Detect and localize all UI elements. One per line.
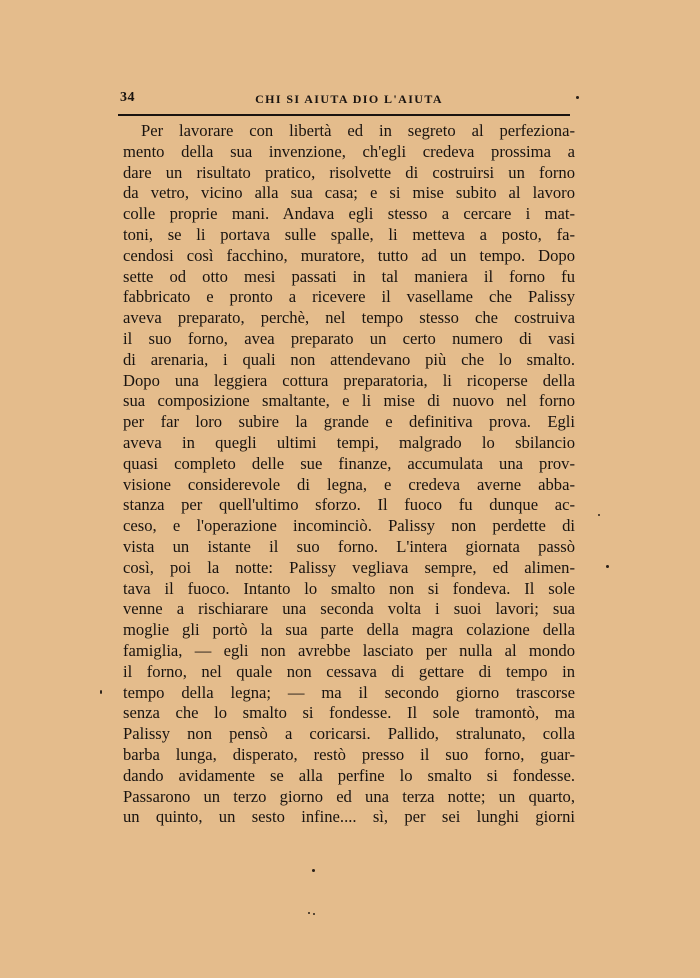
text-line: barba lunga, disperato, restò presso il suo forno, guar-: [123, 744, 575, 764]
text-line: così, poi la notte: Palissy vegliava sempre, ed alimen-: [123, 557, 575, 577]
text-line: ceso, e l'operazione incominciò. Palissy non perdette di: [123, 516, 575, 536]
text-line: Passarono un terzo giorno ed una terza notte; un quarto,: [123, 786, 575, 806]
text-line: dare un risultato pratico, risolvette di costruirsi un forno: [123, 162, 575, 182]
text-line: dando avidamente se alla perfine lo smalto si fondesse.: [123, 765, 575, 785]
scan-speck: [313, 913, 315, 915]
text-line: moglie gli portò la sua parte della magra colazione della: [123, 620, 575, 640]
text-line: il forno, nel quale non cessava di gettare di tempo in: [123, 661, 575, 681]
text-line: stanza per quell'ultimo sforzo. Il fuoco fu dunque ac-: [123, 495, 575, 515]
text-line: colle proprie mani. Andava egli stesso a cercare i mat-: [123, 204, 575, 224]
header-rule: [118, 114, 570, 116]
running-title: CHI SI AIUTA DIO L'AIUTA: [255, 92, 443, 106]
scan-speck: [312, 869, 315, 872]
text-line: aveva in quegli ultimi tempi, malgrado lo sbilancio: [123, 432, 575, 452]
scan-speck: [606, 565, 609, 568]
text-line: quasi completo delle sue finanze, accumulata una prov-: [123, 453, 575, 473]
text-line: tava il fuoco. Intanto lo smalto non si fondeva. Il sole: [123, 578, 575, 598]
text-line: tempo della legna; — ma il secondo giorno trascorse: [123, 682, 575, 702]
text-line: un quinto, un sesto infine.... sì, per sei lunghi giorni: [123, 807, 575, 827]
text-line: il suo forno, avea preparato un certo numero di vasi: [123, 328, 575, 348]
text-line: venne a rischiarare una seconda volta i suoi lavori; sua: [123, 599, 575, 619]
text-line: sua composizione smaltante, e li mise di nuovo nel forno: [123, 391, 575, 411]
text-line: sette od otto mesi passati in tal maniera il forno fu: [123, 266, 575, 286]
scan-speck: [308, 912, 310, 914]
text-line: famiglia, — egli non avrebbe lasciato per nulla al mondo: [123, 640, 575, 660]
page-header: [118, 88, 580, 112]
text-line: fabbricato e pronto a ricevere il vasellame che Palissy: [123, 287, 575, 307]
text-line: toni, se li portava sulle spalle, li metteva a posto, fa-: [123, 224, 575, 244]
scan-speck: [576, 96, 579, 99]
text-line: senza che lo smalto si fondesse. Il sole tramontò, ma: [123, 703, 575, 723]
text-line: mento della sua invenzione, ch'egli credeva prossima a: [123, 141, 575, 161]
text-line: Per lavorare con libertà ed in segreto al perfeziona-: [141, 121, 575, 140]
text-line: da vetro, vicino alla sua casa; e si mise subito al lavoro: [123, 183, 575, 203]
text-line: di arenaria, i quali non attendevano più che lo smalto.: [123, 349, 575, 369]
page-number: 34: [120, 90, 135, 105]
text-line: Palissy non pensò a coricarsi. Pallido, stralunato, colla: [123, 724, 575, 744]
text-line: vista un istante il suo forno. L'intera giornata passò: [123, 536, 575, 556]
body-text: [123, 121, 575, 828]
text-line: visione considerevole di legna, e credeva averne abba-: [123, 474, 575, 494]
text-line: cendosi così facchino, muratore, tutto ad un tempo. Dopo: [123, 245, 575, 265]
scan-speck: [100, 690, 102, 694]
scan-speck: [598, 514, 600, 516]
text-line: Dopo una leggiera cottura preparatoria, li ricoperse della: [123, 370, 575, 390]
text-line: aveva preparato, perchè, nel tempo stesso che costruiva: [123, 308, 575, 328]
text-line: per far loro subire la grande e definitiva prova. Egli: [123, 412, 575, 432]
